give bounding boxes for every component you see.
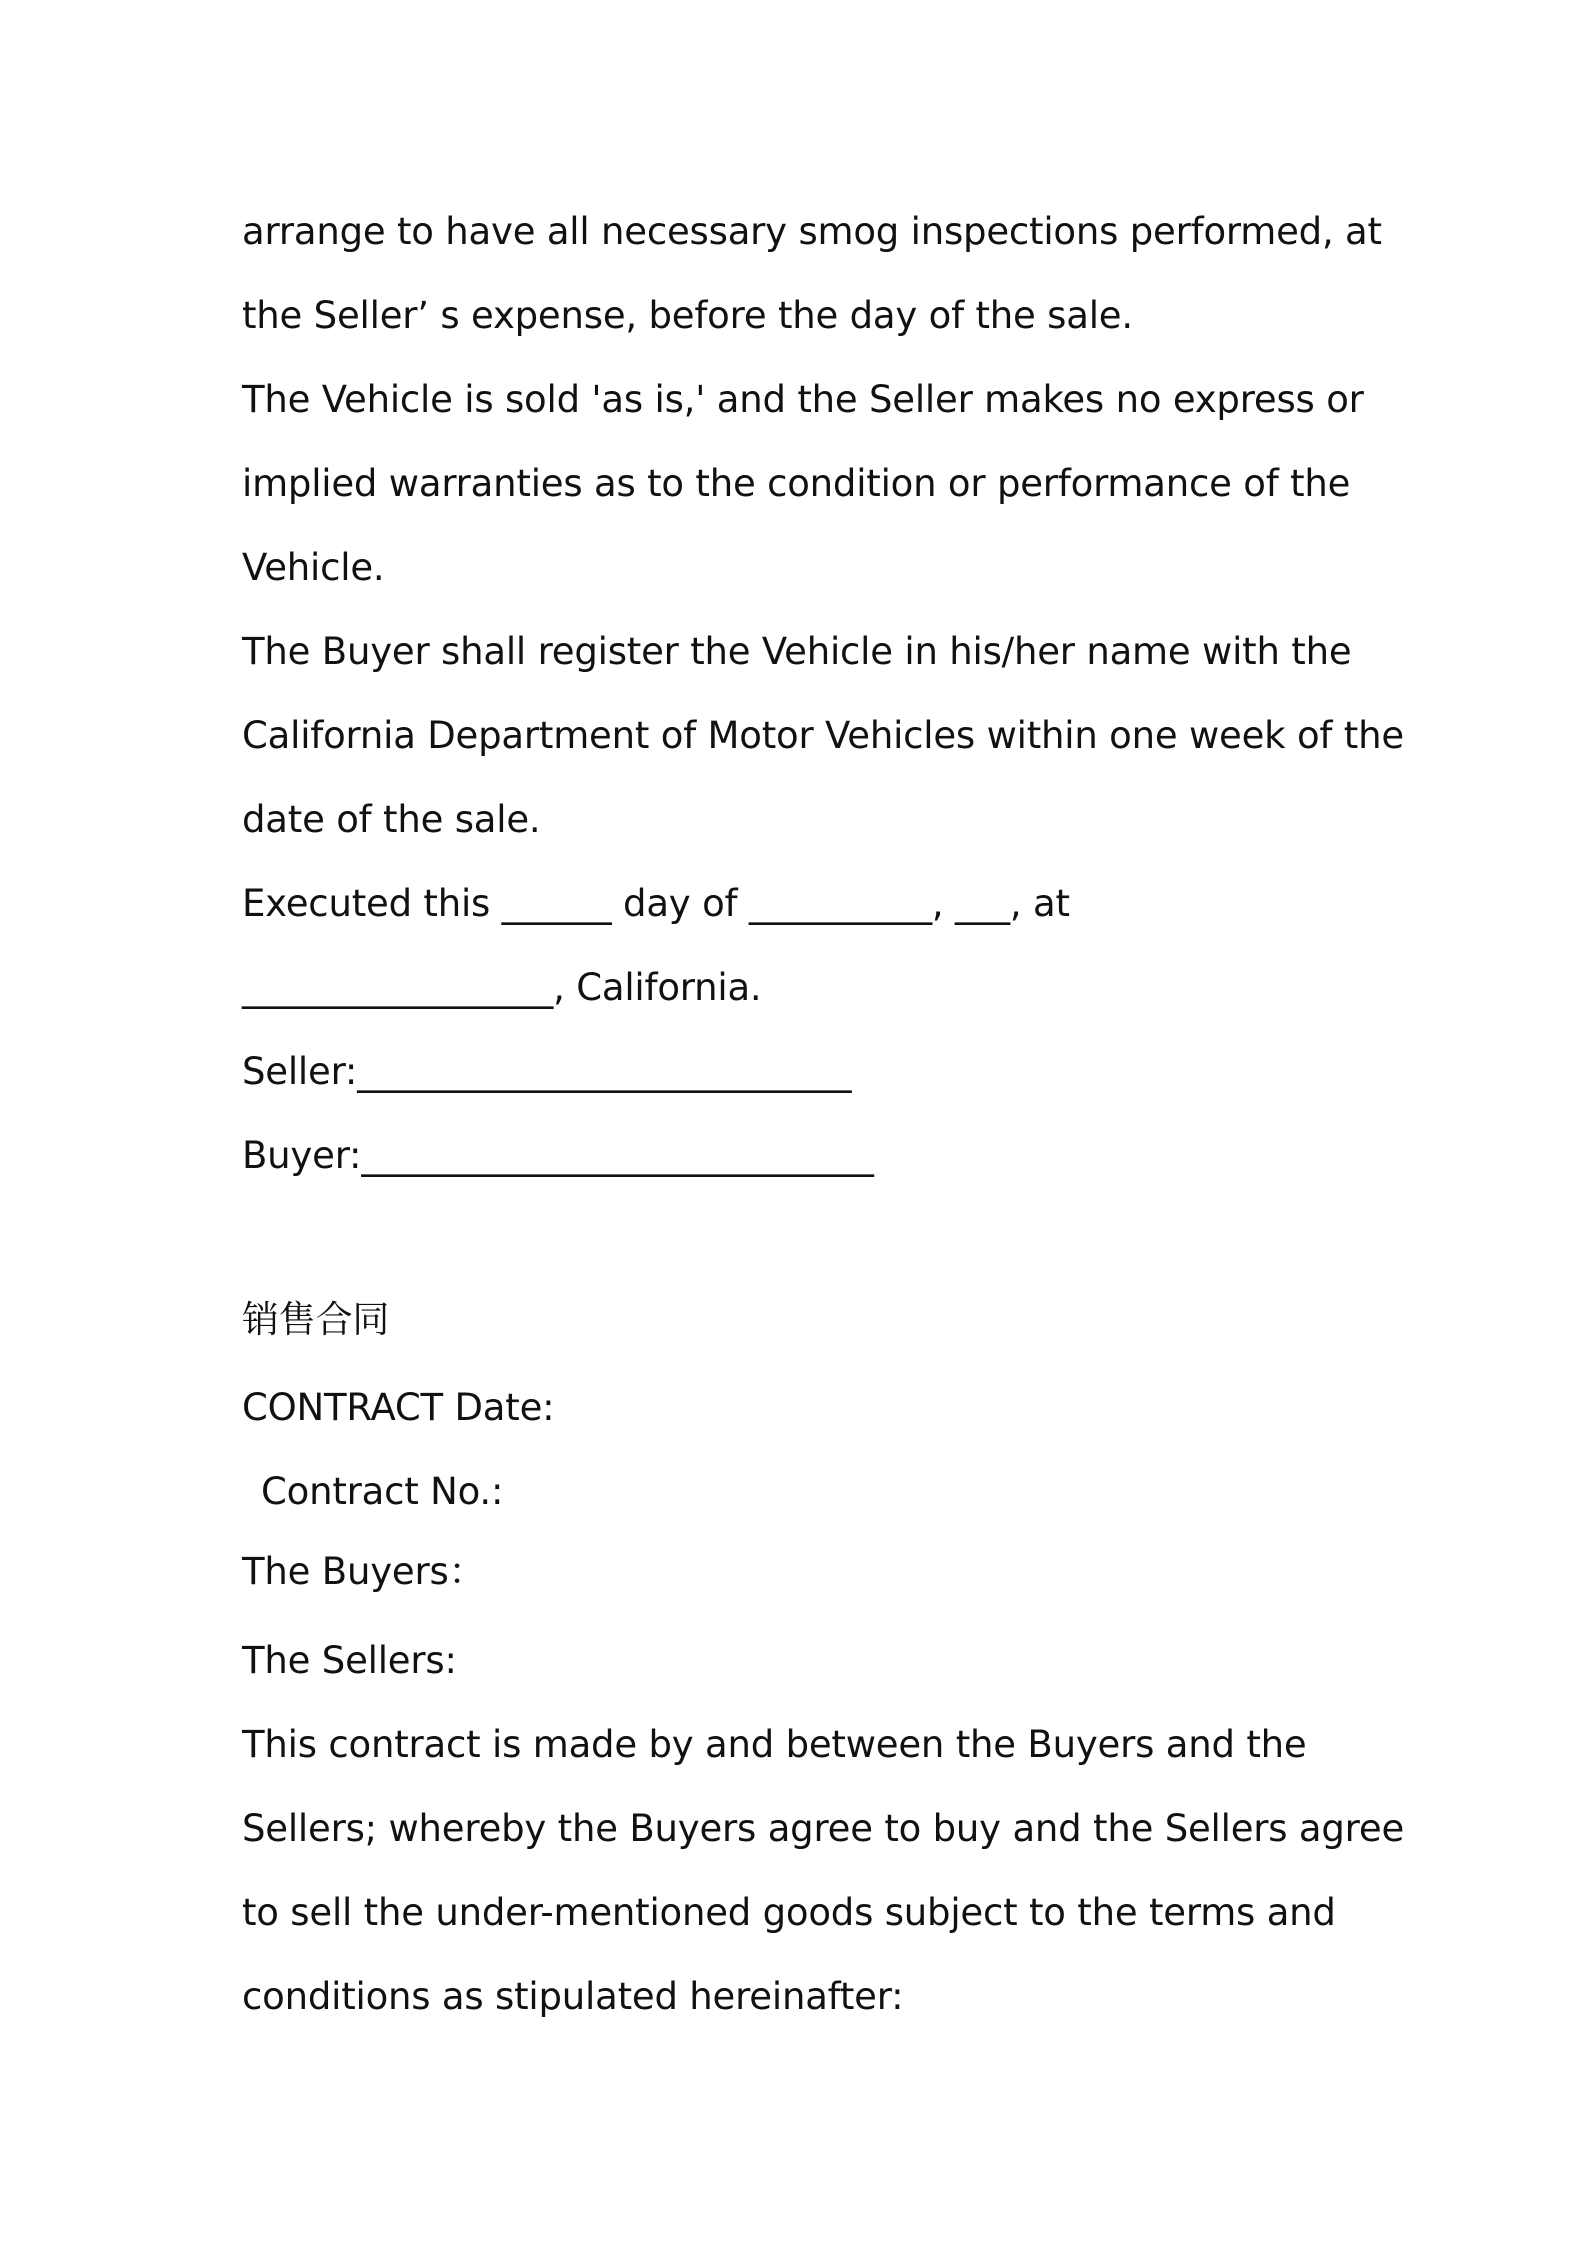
- body-line: Sellers; whereby the Buyers agree to buy and the Sellers agree: [242, 1807, 1405, 1850]
- contract-number-label: Contract No.:: [261, 1470, 504, 1513]
- body-line: Vehicle.: [242, 546, 385, 589]
- contract-heading: 销售合同: [242, 1298, 390, 1341]
- contract-date-label: CONTRACT Date:: [242, 1386, 555, 1429]
- body-line: The Vehicle is sold 'as is,' and the Seller makes no express or: [242, 378, 1364, 421]
- body-line: implied warranties as to the condition or performance of the: [242, 462, 1351, 505]
- body-line: to sell the under-mentioned goods subject to the terms and: [242, 1891, 1336, 1934]
- buyers-label: The Buyers：: [242, 1550, 486, 1593]
- body-line: conditions as stipulated hereinafter:: [242, 1975, 904, 2018]
- seller-signature-line: Seller:___________________________: [242, 1050, 852, 1093]
- body-line: California Department of Motor Vehicles within one week of the: [242, 714, 1404, 757]
- body-line: This contract is made by and between the Buyers and the: [242, 1723, 1307, 1766]
- execution-line: Executed this ______ day of __________, ___, at: [242, 882, 1070, 925]
- body-line: date of the sale.: [242, 798, 541, 841]
- sellers-label: The Sellers:: [242, 1639, 457, 1682]
- body-line: The Buyer shall register the Vehicle in his/her name with the: [242, 630, 1352, 673]
- execution-location-line: _________________, California.: [242, 966, 762, 1009]
- body-line: the Seller’ s expense, before the day of the sale.: [242, 294, 1133, 337]
- body-line: arrange to have all necessary smog inspections performed, at: [242, 210, 1382, 253]
- buyer-signature-line: Buyer:____________________________: [242, 1134, 874, 1177]
